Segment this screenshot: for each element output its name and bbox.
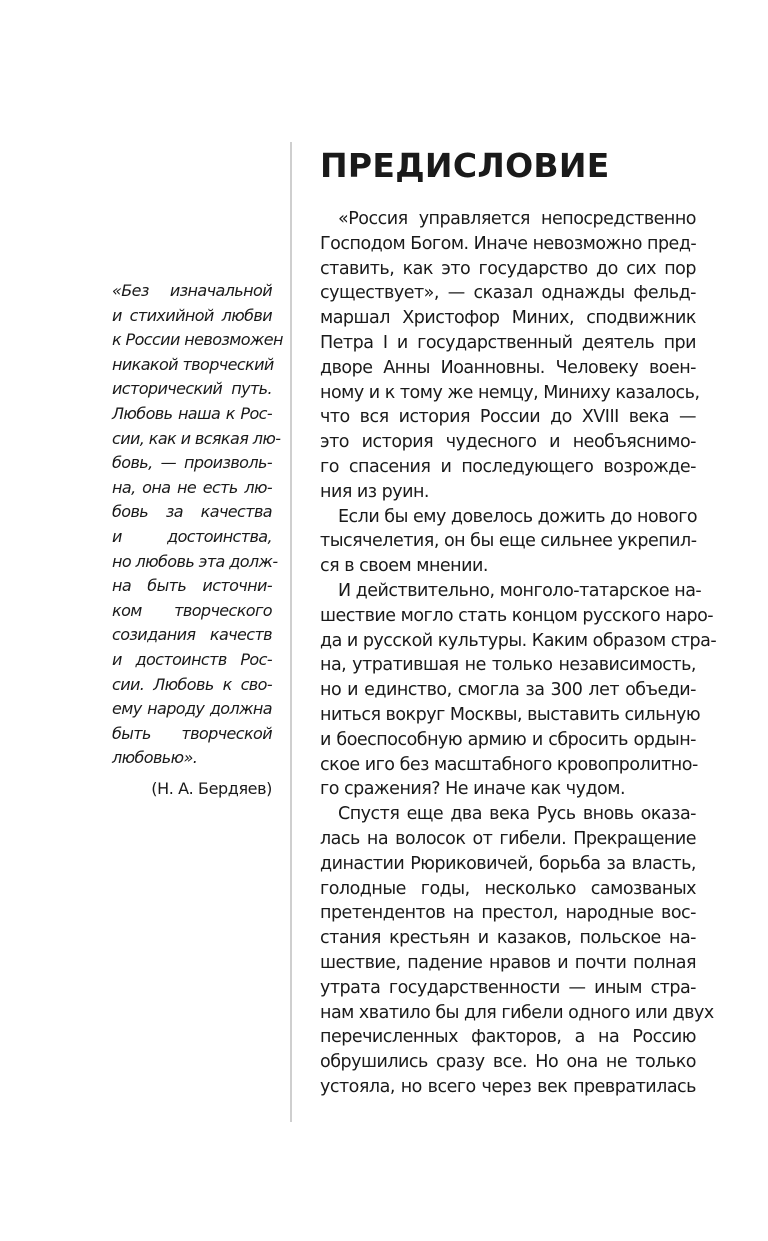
text-line: Если бы ему довелось дожить до нового (338, 506, 698, 527)
epigraph-line: к России невозможен (112, 330, 283, 350)
text-line: шествие могло стать концом русского наро- (320, 605, 714, 626)
body-text (320, 207, 717, 1100)
text-line: династии Рюриковичей, борьба за власть, (320, 853, 696, 874)
text-line: тысячелетия, он бы еще сильнее укрепил- (320, 531, 697, 552)
text-line: утрата государственности — иным стра- (320, 977, 696, 998)
text-line: но и единство, смогла за 300 лет объеди- (320, 680, 696, 701)
epigraph-line: Любовь наша к Рос- (112, 403, 272, 423)
text-line: шествие, падение нравов и почти полная (320, 952, 696, 973)
text-line: И действительно, монголо-татарское на- (338, 580, 702, 601)
text-line: это история чудесного и необъяснимо- (320, 432, 696, 453)
epigraph-quote (112, 279, 283, 771)
text-line: Спустя еще два века Русь вновь оказа- (338, 804, 696, 825)
paragraph (320, 579, 717, 802)
text-line: да и русской культуры. Каким образом стра- (320, 630, 717, 651)
text-line: ному и к тому же немцу, Миниху казалось, (320, 382, 700, 403)
text-line: существует», — сказал однажды фельд- (320, 283, 696, 304)
epigraph-line: исторический путь. (112, 379, 272, 399)
epigraph-line: ему народу должна (112, 699, 272, 719)
epigraph-line: быть творческой (112, 723, 272, 743)
epigraph-line: любовью». (112, 748, 198, 768)
text-line: обрушились сразу все. Но она не только (320, 1052, 696, 1073)
text-line: стания крестьян и казаков, польское на- (320, 928, 696, 949)
chapter-heading: ПРЕДИСЛОВИЕ (320, 146, 610, 185)
text-line: маршал Христофор Миних, сподвижник (320, 308, 696, 329)
epigraph-attribution: (Н. А. Бердяев) (151, 779, 272, 798)
epigraph-line: никакой творческий (112, 354, 274, 374)
epigraph-line: созидания качеств (112, 625, 272, 645)
epigraph-line: но любовь эта долж- (112, 551, 278, 571)
epigraph-line: бовь, — произволь- (112, 453, 272, 473)
text-line: «Россия управляется непосредственно (338, 209, 696, 229)
text-line: нам хватило бы для гибели одного или двух (320, 1002, 714, 1023)
epigraph-line: сии. Любовь к сво- (112, 674, 272, 694)
text-line: голодные годы, несколько самозваных (320, 878, 696, 899)
paragraph (320, 207, 700, 505)
text-line: го сражения? Не иначе как чудом. (320, 779, 626, 800)
text-line: го спасения и последующего возрожде- (320, 456, 696, 477)
text-line: перечисленных факторов, а на Россию (320, 1027, 696, 1048)
epigraph-line: на быть источни- (112, 576, 272, 596)
epigraph-line: «Без изначальной (112, 281, 272, 300)
paragraph (320, 505, 696, 579)
text-line: Господом Богом. Иначе невозможно пред- (320, 233, 697, 254)
vertical-divider (290, 142, 292, 1122)
epigraph-line: и достоинства, (112, 526, 272, 546)
text-line: и боеспособную армию и сбросить ордын- (320, 729, 696, 750)
epigraph-line: ком творческого (112, 600, 272, 620)
epigraph-line: сии, как и всякая лю- (112, 428, 281, 448)
text-line: устояла, но всего через век превратилась (320, 1076, 696, 1097)
text-line: ниться вокруг Москвы, выставить сильную (320, 704, 701, 725)
epigraph-line: на, она не есть лю- (112, 477, 272, 497)
paragraph (320, 802, 714, 1100)
text-line: ния из руин. (320, 481, 429, 502)
text-line: Петра I и государственный деятель при (320, 332, 696, 353)
epigraph-line: и стихийной любви (112, 305, 272, 325)
epigraph-line: бовь за качества (112, 502, 272, 522)
text-line: лась на волосок от гибели. Прекращение (320, 828, 696, 849)
text-line: на, утратившая не только независимость, (320, 655, 696, 676)
epigraph-line: и достоинств Рос- (112, 649, 272, 669)
text-line: ся в своем мнении. (320, 556, 488, 577)
text-line: ское иго без масштабного кровопролитно- (320, 754, 698, 775)
text-line: что вся история России до XVIII века — (320, 407, 696, 428)
text-line: претендентов на престол, народные вос- (320, 903, 696, 924)
text-line: дворе Анны Иоанновны. Человеку воен- (320, 357, 696, 378)
text-line: ставить, как это государство до сих пор (320, 258, 696, 279)
